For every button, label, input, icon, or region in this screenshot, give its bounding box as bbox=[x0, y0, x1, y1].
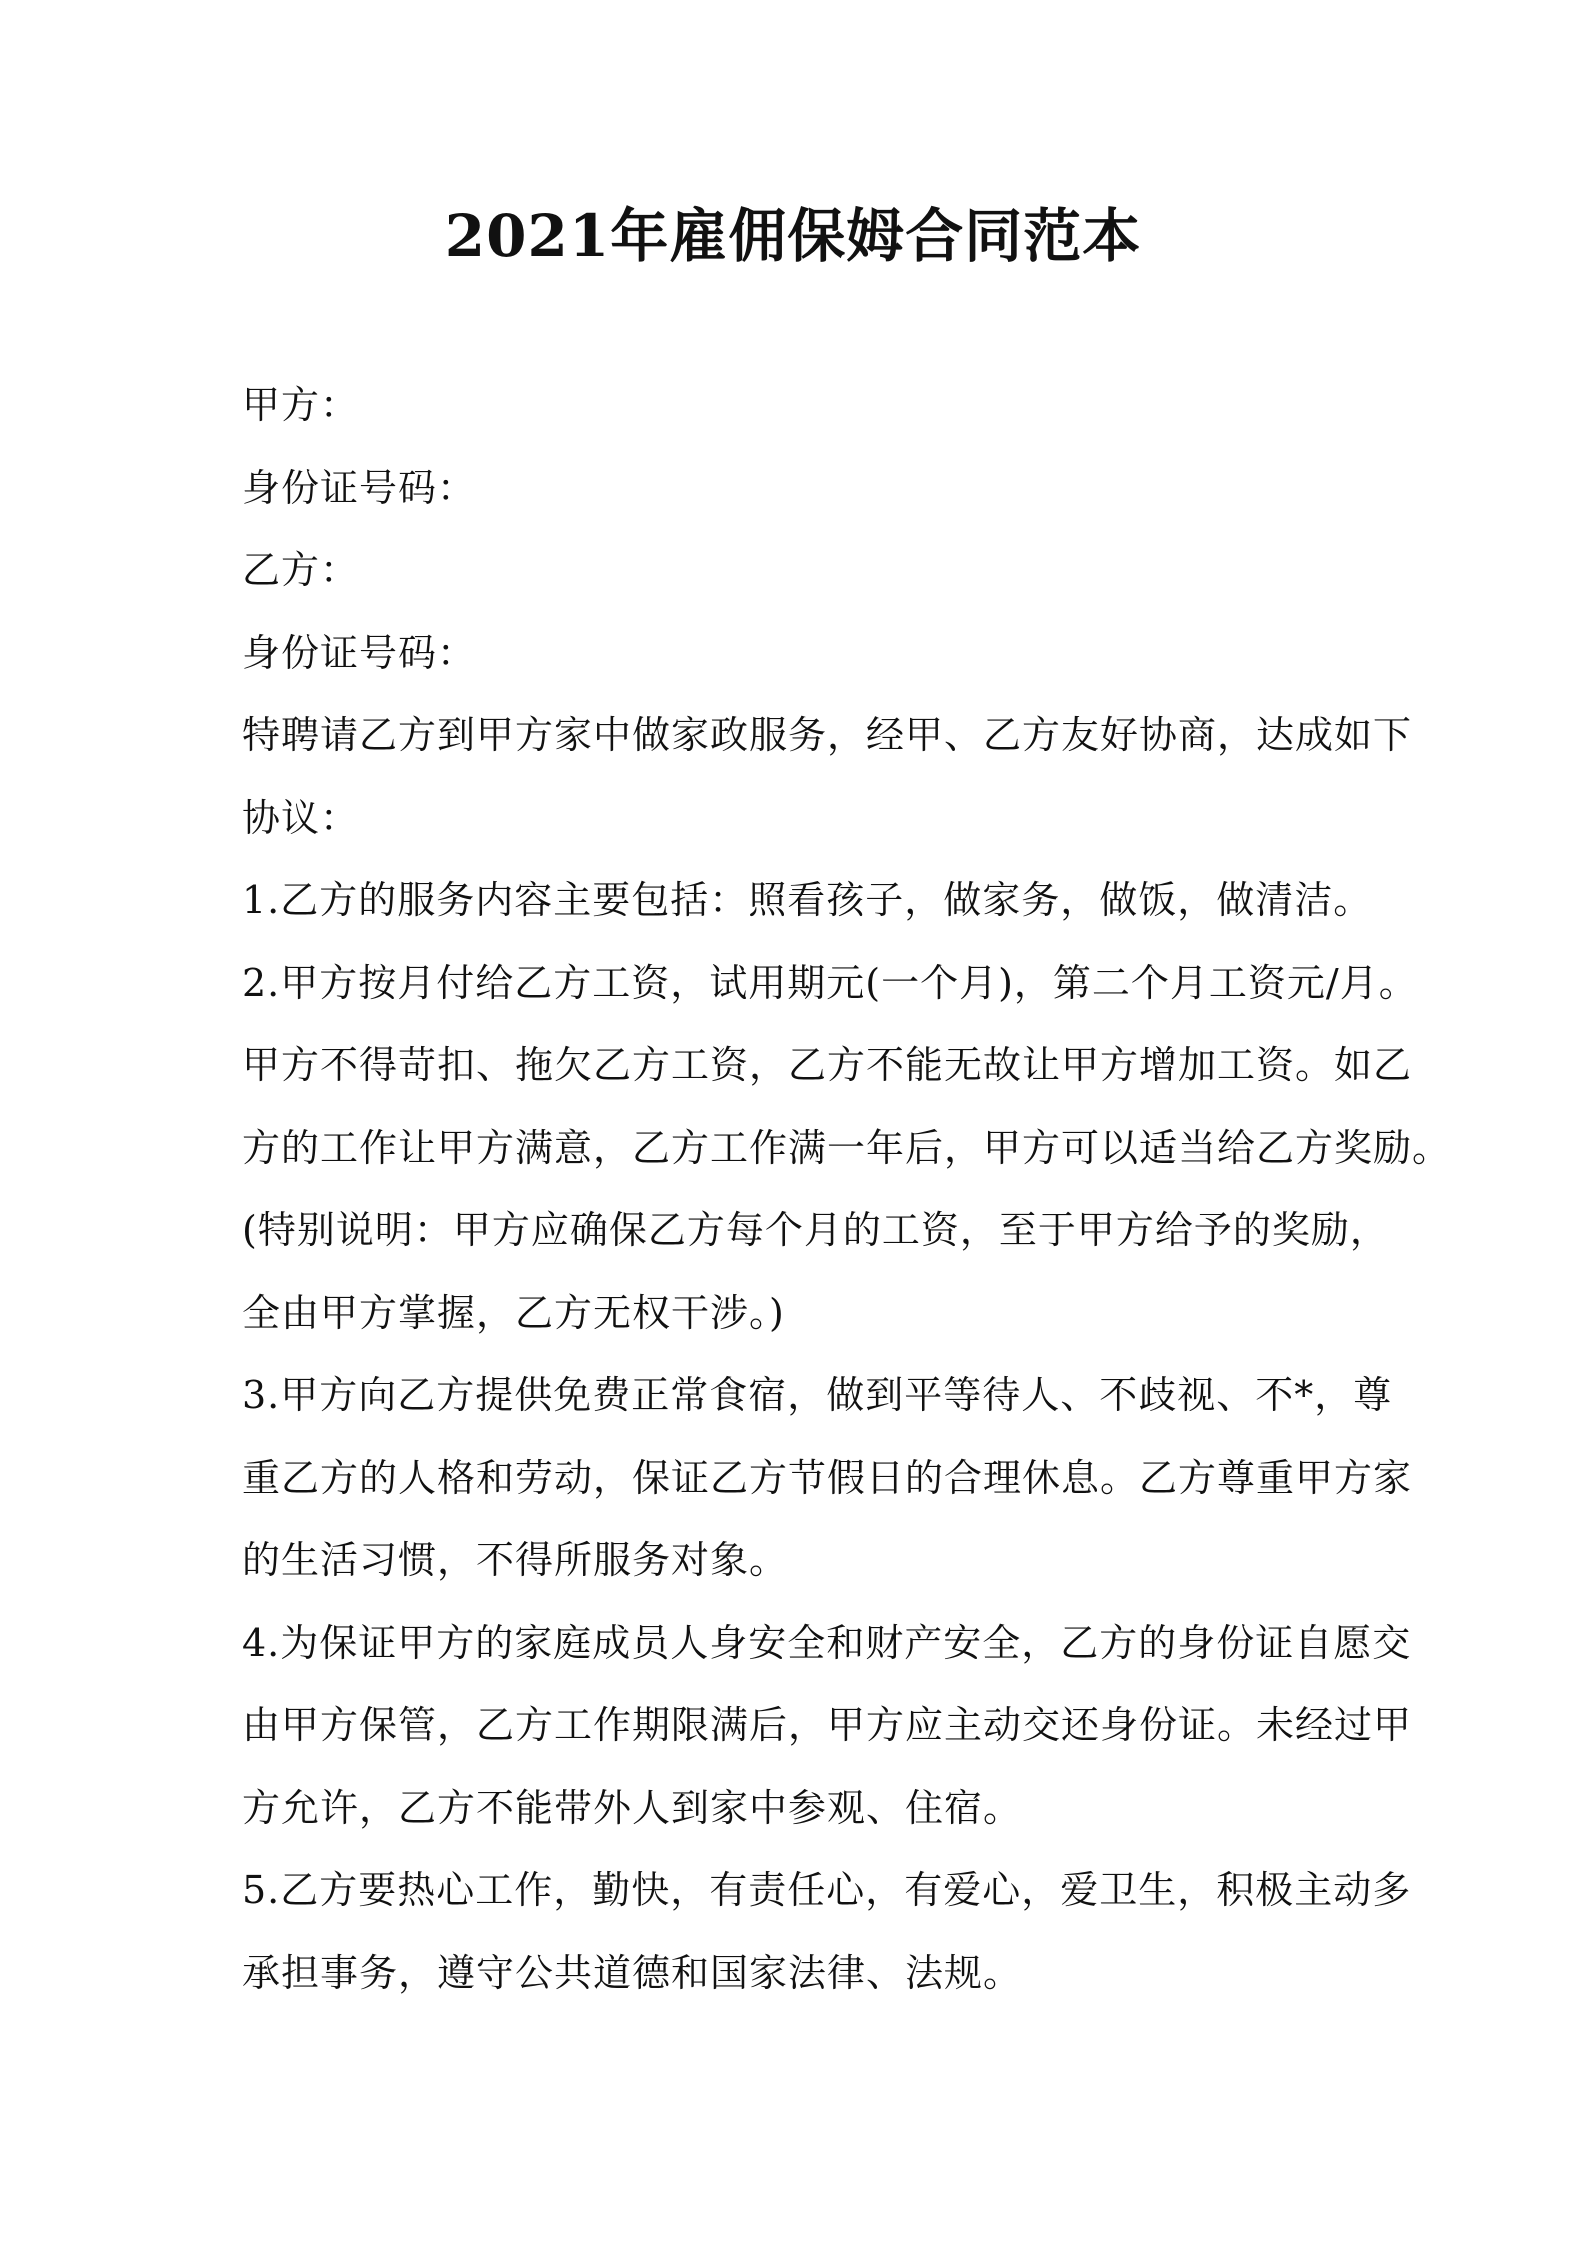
text-line-clause-1: 1.乙方的服务内容主要包括：照看孩子，做家务，做饭，做清洁。 bbox=[242, 878, 1373, 922]
text-line-clause-2: 2.甲方按月付给乙方工资，试用期元(一个月)，第二个月工资元/月。 bbox=[242, 960, 1418, 1005]
text-line-clause-4-cont: 方允许，乙方不能带外人到家中参观、住宿。 bbox=[242, 1785, 1023, 1830]
text-line-clause-4: 4.为保证甲方的家庭成员人身安全和财产安全，乙方的身份证自愿交 bbox=[242, 1620, 1412, 1665]
text-line-preamble-cont: 协议： bbox=[242, 795, 360, 840]
text-line-party-b: 乙方： bbox=[242, 548, 360, 592]
text-line-clause-2-note-cont: 全由甲方掌握，乙方无权干涉。) bbox=[242, 1290, 785, 1335]
text-line-clause-3-cont: 重乙方的人格和劳动，保证乙方节假日的合理休息。乙方尊重甲方家 bbox=[242, 1455, 1413, 1500]
contract-body bbox=[242, 380, 1452, 2030]
text-line-party-a-id: 身份证号码： bbox=[242, 465, 477, 510]
text-line-preamble: 特聘请乙方到甲方家中做家政服务，经甲、乙方友好协商，达成如下 bbox=[242, 713, 1413, 757]
text-line-clause-5: 5.乙方要热心工作，勤快，有责任心，有爱心，爱卫生，积极主动多 bbox=[242, 1868, 1412, 1912]
text-line-clause-3: 3.甲方向乙方提供免费正常食宿，做到平等待人、不歧视、不*，尊 bbox=[242, 1373, 1393, 1417]
text-line-party-b-id: 身份证号码： bbox=[242, 630, 477, 675]
text-line-clause-5-cont: 承担事务，遵守公共道德和国家法律、法规。 bbox=[242, 1950, 1023, 1995]
page-title: 2021年雇佣保姆合同范本 bbox=[444, 202, 1142, 270]
text-line-clause-4-cont: 由甲方保管，乙方工作期限满后，甲方应主动交还身份证。未经过甲 bbox=[242, 1703, 1413, 1747]
text-line-clause-2-cont: 甲方不得苛扣、拖欠乙方工资，乙方不能无故让甲方增加工资。如乙 bbox=[242, 1043, 1413, 1087]
text-line-clause-2-note: (特别说明：甲方应确保乙方每个月的工资，至于甲方给予的奖励， bbox=[242, 1208, 1389, 1252]
text-line-clause-2-cont: 方的工作让甲方满意，乙方工作满一年后，甲方可以适当给乙方奖励。 bbox=[242, 1125, 1452, 1170]
text-line-clause-3-cont: 的生活习惯，不得所服务对象。 bbox=[242, 1538, 789, 1582]
text-line-party-a: 甲方： bbox=[242, 383, 360, 427]
